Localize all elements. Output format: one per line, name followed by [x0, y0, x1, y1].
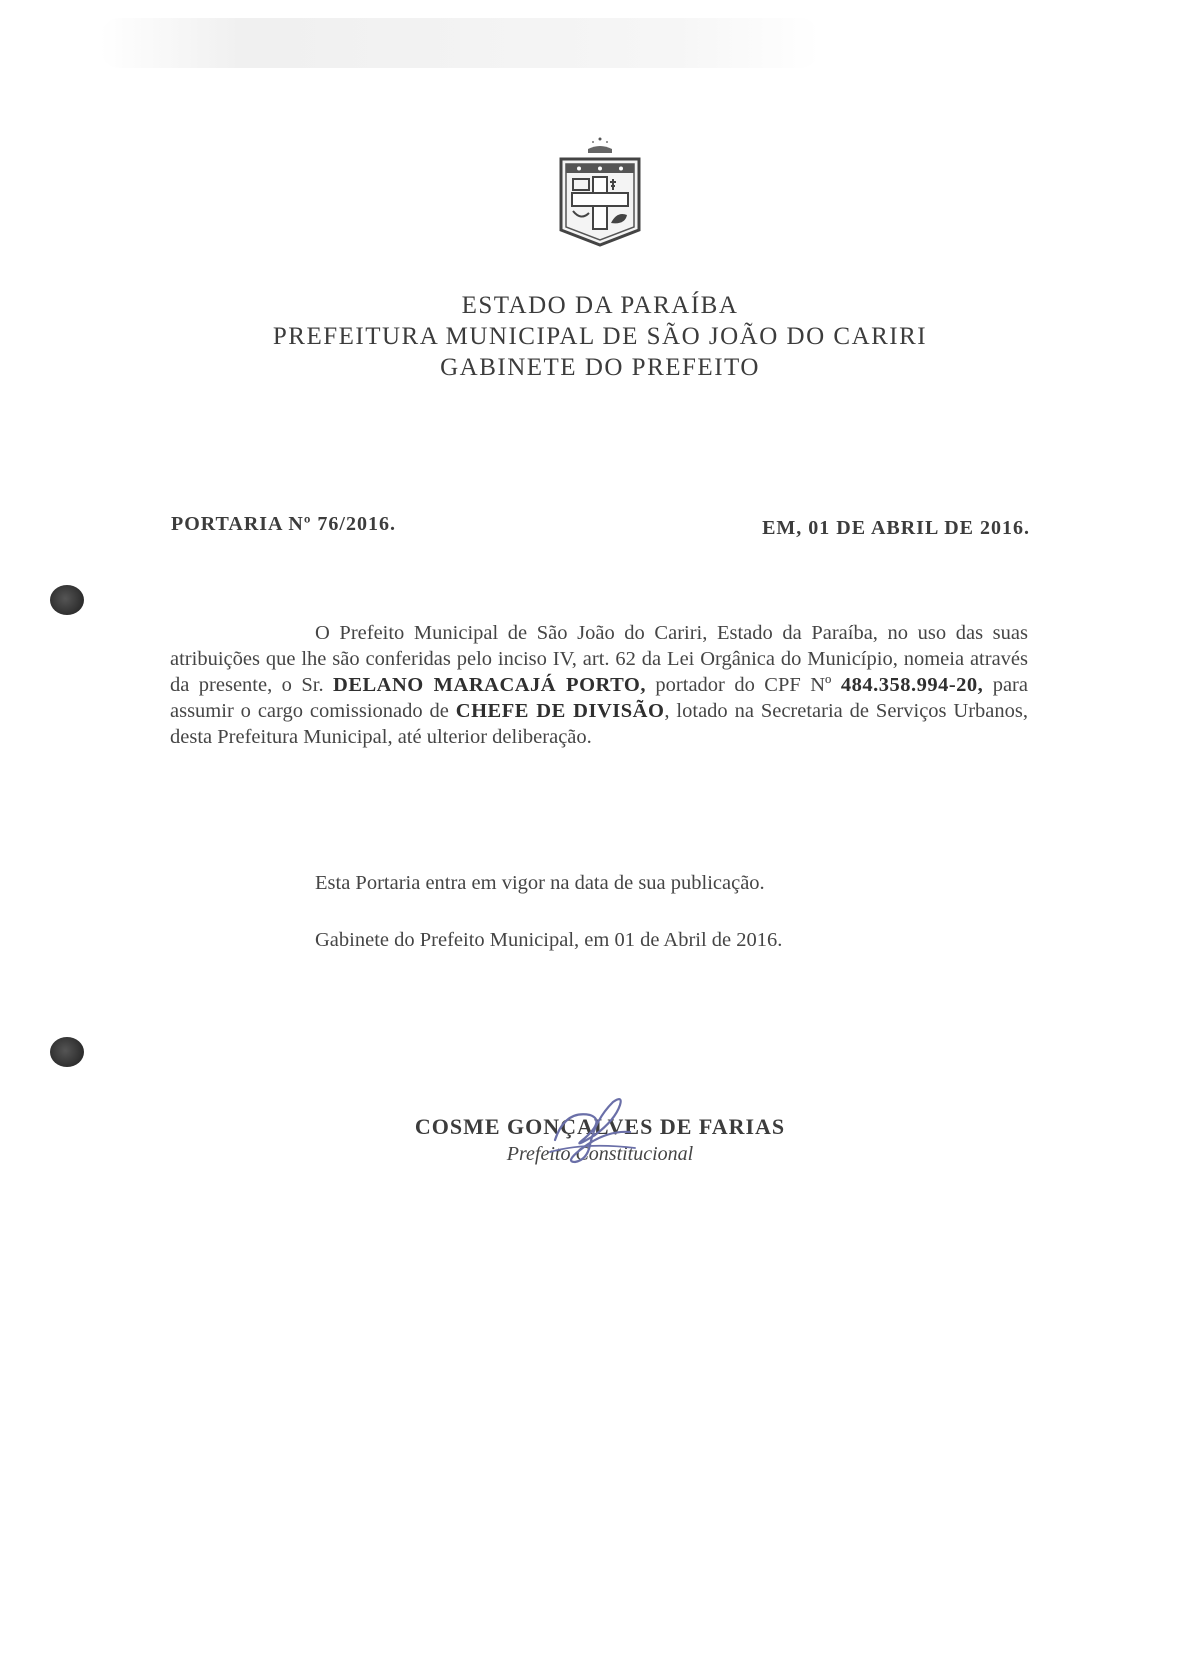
municipal-coat-of-arms-icon — [555, 135, 645, 250]
punch-hole-top — [50, 585, 84, 615]
header-gabinete: GABINETE DO PREFEITO — [440, 354, 760, 381]
main-paragraph — [170, 620, 1028, 750]
signatory-name: COSME GONÇALVES DE FARIAS — [414, 1114, 786, 1139]
paragraph-text-d: , lotado na Secretaria de Serviços Urbanos, desta Prefeitura Municipal, até ulterior deliberação. — [170, 700, 1029, 748]
paragraph-text-a: O Prefeito Municipal de São João do Cariri, Estado da Paraíba, no uso das suas atribuições que lhe são conferidas pelo inciso IV, art. 62 da Lei Orgânica do Município, nomeia através da presente, o Sr. — [170, 622, 1028, 696]
paragraph-text-b: portador do CPF Nº — [645, 674, 841, 696]
portaria-date: EM, 01 DE ABRIL DE 2016. — [762, 517, 1030, 539]
appointee-name: DELANO MARACAJÁ PORTO, — [333, 674, 646, 696]
paragraph-text-c: para assumir o cargo comissionado de — [170, 674, 1028, 722]
document-header — [0, 290, 1200, 383]
closing-paragraph: Gabinete do Prefeito Municipal, em 01 de Abril de 2016. — [315, 929, 783, 951]
header-state: ESTADO DA PARAÍBA — [461, 292, 739, 319]
portaria-number: PORTARIA Nº 76/2016. — [171, 513, 396, 535]
header-prefeitura: PREFEITURA MUNICIPAL DE SÃO JOÃO DO CARIRI — [272, 323, 928, 350]
handwritten-signature — [535, 1090, 655, 1170]
signatory-title: Prefeito Constitucional — [506, 1143, 694, 1165]
scan-smudge — [100, 18, 820, 68]
effective-date-paragraph: Esta Portaria entra em vigor na data de sua publicação. — [315, 872, 765, 894]
punch-hole-bottom — [50, 1037, 84, 1067]
position-title: CHEFE DE DIVISÃO — [455, 700, 665, 722]
appointee-cpf: 484.358.994-20, — [840, 674, 984, 696]
